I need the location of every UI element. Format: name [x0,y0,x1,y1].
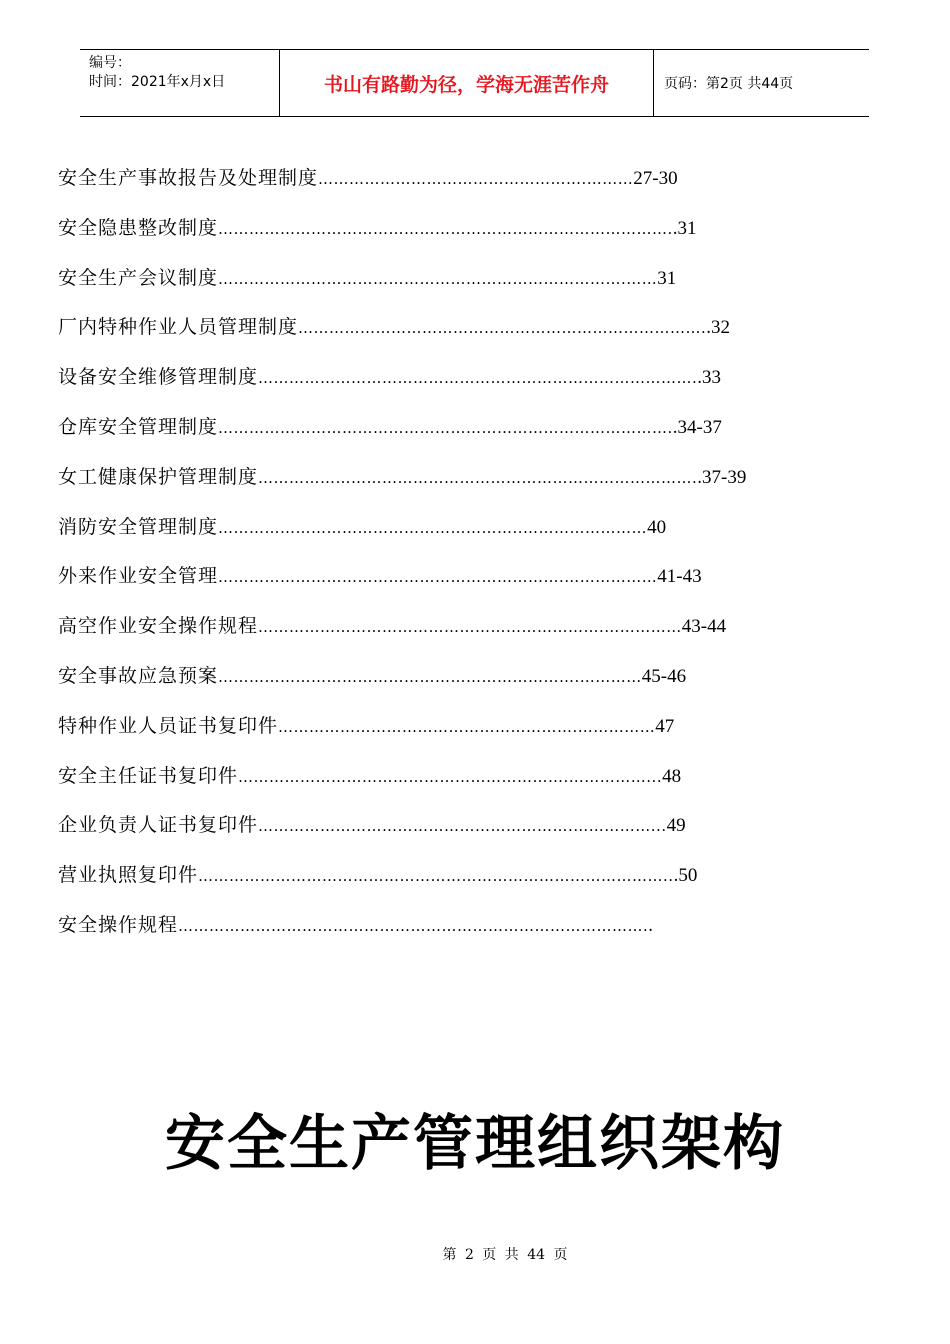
toc-entry[interactable] [58,661,858,711]
toc-entry-page: 48 [662,765,682,787]
toc-entry-title: 消防安全管理制度 [58,515,219,538]
header-page-info: 页码：第2页 共44页 [664,76,794,92]
toc-entry-title: 特种作业人员证书复印件 [58,714,279,737]
toc-entry-title: 仓库安全管理制度 [58,415,219,438]
toc-entry[interactable] [58,860,858,910]
toc-entry-page: .32 [706,317,731,339]
toc-entry-title: 设备安全维修管理制度 [58,366,259,389]
toc-entry[interactable] [58,462,858,512]
toc-entry-leader: ……………………………………………………………………………. [218,219,673,238]
toc-entry-leader: …………………………………………….……… [318,170,634,188]
toc-entry-title: 企业负责人证书复印件 [58,814,259,837]
toc-entry-title: 外来作业安全管理 [58,565,219,588]
toc-entry[interactable] [58,263,858,313]
header-meta [80,50,280,116]
toc-entry-leader: ………………………………………………….…………… [278,717,656,736]
toc-entry-title: 安全生产事故报告及处理制度 [58,167,319,189]
toc-entry-page: 41-43 [657,566,702,588]
toc-entry-leader: …………………………………………………………………………. [258,369,698,388]
toc-entry-page: .37-39 [697,466,747,488]
toc-entry-page: .33 [697,367,722,389]
toc-entry[interactable] [58,412,858,462]
toc-entry-page: 31 [657,267,677,289]
toc-entry-page: 40 [647,516,667,538]
toc-entry-leader: …………………………………………………………………………. [258,468,698,487]
page-footer: 第 2 页 共 44 页 [442,1247,568,1263]
toc-entry-page: .34-37 [672,416,722,438]
toc-entry-title: 安全主任证书复印件 [58,764,239,787]
toc-entry-title: 女工健康保护管理制度 [58,465,259,488]
toc-entry-leader: ………………………………………………………….……………… [218,568,658,587]
toc-entry-page: .50 [673,865,698,887]
toc-entry-page: 27-30 [633,168,678,189]
toc-entry[interactable] [58,711,858,761]
toc-entry-page: . [648,914,654,936]
toc-entry-leader: …………………………………………………………….………… [218,667,642,686]
toc-entry-leader: …………………………………………………………………….…… [218,269,658,288]
toc-entry-title: 厂内特种作业人员管理制度 [58,316,299,339]
toc-entry[interactable] [58,512,858,562]
toc-entry-title: 安全生产会议制度 [58,266,219,289]
toc-entry-leader: ……………………………………………………………………………. [218,418,673,437]
toc-entry-title: 安全事故应急预案 [58,664,219,687]
toc-entry[interactable] [58,362,858,412]
toc-entry[interactable] [58,213,858,263]
section-heading: 安全生产管理组织架构 [165,1109,785,1179]
toc-entry[interactable] [58,910,858,960]
toc-entry[interactable] [58,312,858,362]
toc-entry[interactable] [58,561,858,611]
doc-code-label: 编号： [89,55,131,71]
table-of-contents [58,163,858,960]
toc-entry-page: 43-44 [681,616,727,638]
toc-entry[interactable] [58,810,858,860]
toc-entry-title: 高空作业安全操作规程 [58,615,259,638]
header-motto: 书山有路勤为径，学海无涯苦作舟 [280,50,654,116]
toc-entry[interactable] [58,761,858,811]
toc-entry-page: 47 [655,715,675,737]
toc-entry-page: 49 [666,815,686,837]
toc-entry-leader: ……………………………………………………….……………... [238,767,663,786]
toc-entry-leader: ……………………………………………………………………. [298,319,707,338]
toc-entry[interactable] [58,163,858,213]
doc-time-label: 时间：2021年x月x日 [89,74,226,90]
toc-entry-title: 安全隐患整改制度 [58,216,219,239]
toc-entry[interactable] [58,611,858,661]
toc-entry-page: .31 [672,217,697,239]
toc-entry-leader: …………………………………………………….……………... [258,817,667,836]
document-header [80,49,869,117]
toc-entry-title: 营业执照复印件 [58,864,199,887]
toc-entry-title: 安全操作规程 [58,913,179,936]
toc-entry-leader: ………………………………………………………………………………. [178,916,649,935]
toc-entry-leader: ………………………………………………………….…………… [258,618,682,637]
toc-entry-leader: …………………………………………………..…………………… [218,518,648,537]
toc-entry-page: 45-46 [641,665,687,687]
toc-entry-leader: ……………………………………………………………………………….. [198,867,674,886]
